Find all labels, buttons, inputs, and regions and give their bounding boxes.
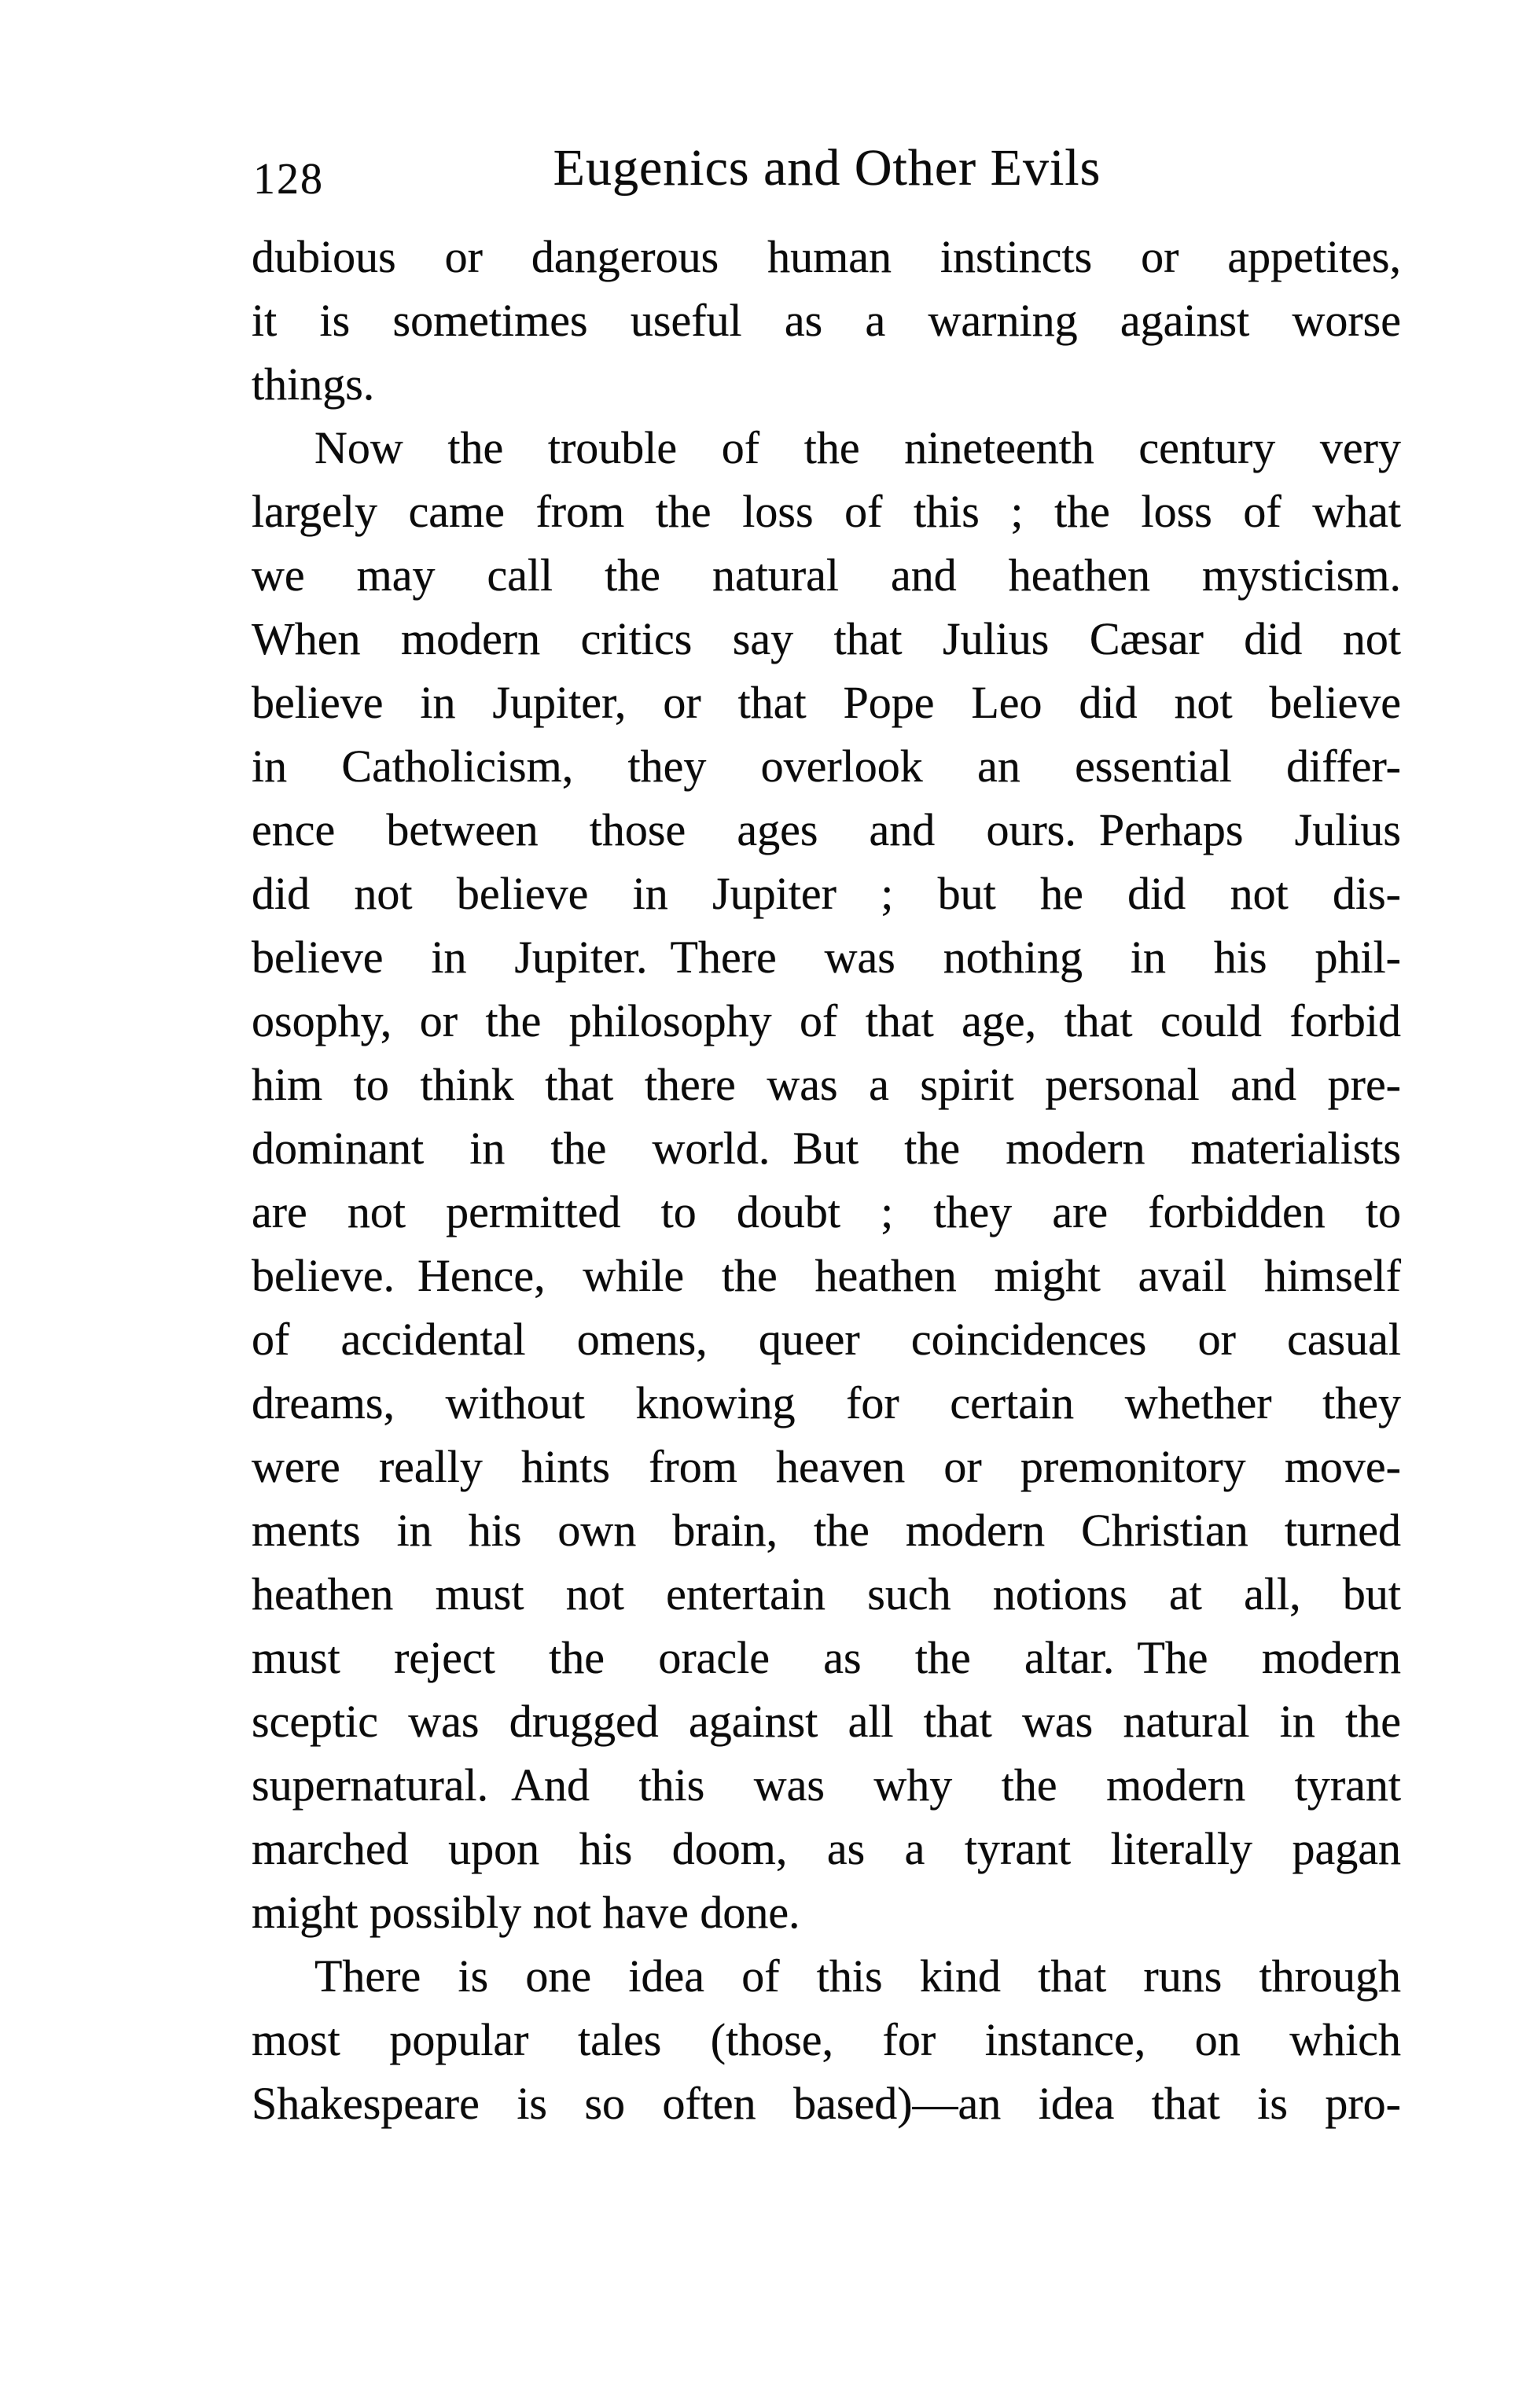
text-line: ence between those ages and ours. Perhaps Julius — [252, 804, 1401, 855]
text-line: marched upon his doom, as a tyrant literally pagan — [252, 1823, 1401, 1874]
text-line: believe. Hence, while the heathen might avail himself — [252, 1250, 1401, 1301]
text-line: There is one idea of this kind that runs through — [314, 1950, 1401, 2002]
page-header — [253, 132, 1401, 204]
text-line: sceptic was drugged against all that was natural in the — [252, 1696, 1401, 1747]
text-line: we may call the natural and heathen mysticism. — [252, 550, 1401, 601]
text-line: Shakespeare is so often based)—an idea that is pro- — [252, 2078, 1401, 2129]
text-line: most popular tales (those, for instance, on which — [252, 2014, 1401, 2065]
text-line: were really hints from heaven or premonitory move- — [252, 1441, 1401, 1492]
text-line: dreams, without knowing for certain whether they — [252, 1377, 1401, 1428]
text-line: of accidental omens, queer coincidences or casual — [252, 1314, 1401, 1365]
text-line: Now the trouble of the nineteenth century very — [314, 422, 1401, 473]
body-text — [252, 225, 1401, 2135]
text-line: When modern critics say that Julius Cæsar did not — [252, 613, 1401, 664]
text-line: osophy, or the philosophy of that age, that could forbid — [252, 995, 1401, 1046]
text-line: are not permitted to doubt ; they are forbidden to — [252, 1186, 1401, 1237]
text-line: dominant in the world. But the modern materialists — [252, 1123, 1401, 1174]
text-line: ments in his own brain, the modern Christian turned — [252, 1505, 1401, 1556]
page-number: 128 — [253, 155, 324, 204]
text-line: might possibly not have done. — [252, 1887, 800, 1938]
text-line: must reject the oracle as the altar. The modern — [252, 1632, 1401, 1683]
text-line: supernatural. And this was why the modern tyrant — [252, 1759, 1401, 1811]
text-line: heathen must not entertain such notions at all, but — [252, 1568, 1401, 1619]
running-title: Eugenics and Other Evils — [553, 139, 1101, 197]
text-line: it is sometimes useful as a warning against worse — [252, 295, 1401, 346]
text-line: believe in Jupiter. There was nothing in his phil- — [252, 932, 1401, 983]
text-line: in Catholicism, they overlook an essential differ- — [252, 741, 1401, 792]
text-line: dubious or dangerous human instincts or appetites, — [252, 231, 1401, 282]
text-line: believe in Jupiter, or that Pope Leo did not believe — [252, 677, 1401, 728]
text-line: did not believe in Jupiter ; but he did not dis- — [252, 868, 1401, 919]
text-line: things. — [252, 358, 375, 410]
text-line: largely came from the loss of this ; the loss of what — [252, 486, 1401, 537]
text-line: him to think that there was a spirit personal and pre- — [252, 1059, 1401, 1110]
